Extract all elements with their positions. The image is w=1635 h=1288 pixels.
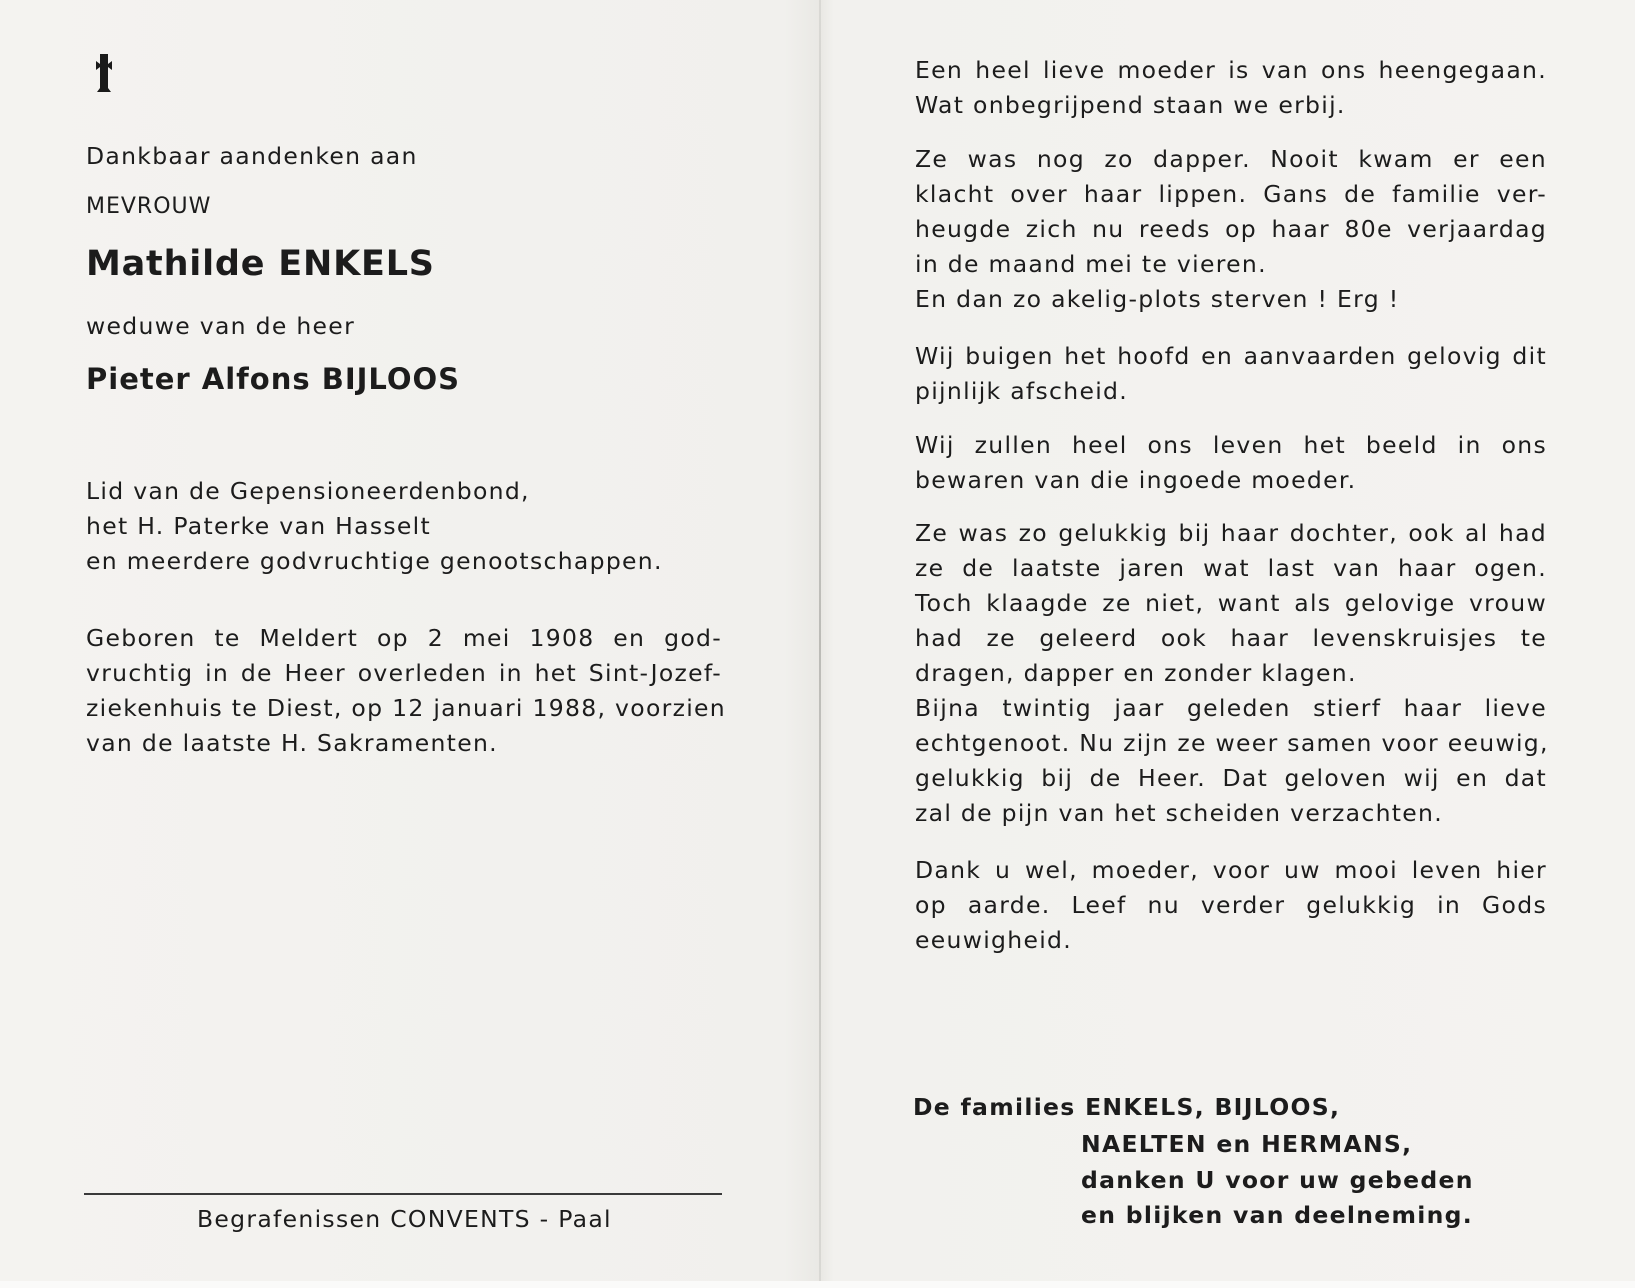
text-line: vruchtig in de Heer overleden in het Sint-Jozef- bbox=[86, 659, 722, 687]
text-line: echtgenoot. Nu zijn ze weer samen voor eeuwig, bbox=[915, 729, 1549, 757]
text-line: Wij buigen het hoofd en aanvaarden gelovig dit bbox=[915, 342, 1547, 370]
paragraph-2 bbox=[915, 142, 1547, 317]
text-line: ziekenhuis te Diest, op 12 januari 1988, voorzien bbox=[86, 694, 727, 722]
text-line: gelukkig bij de Heer. Dat geloven wij en dat bbox=[915, 764, 1547, 792]
title-mevrouw: MEVROUW bbox=[86, 194, 212, 219]
text-line: klacht over haar lippen. Gans de familie ver- bbox=[915, 180, 1547, 208]
text-line: dragen, dapper en zonder klagen. bbox=[915, 659, 1357, 687]
divider bbox=[84, 1193, 722, 1195]
deceased-name: Mathilde ENKELS bbox=[86, 244, 435, 284]
text-line: Wij zullen heel ons leven het beeld in ons bbox=[915, 431, 1547, 459]
undertaker: Begrafenissen CONVENTS - Paal bbox=[197, 1205, 612, 1233]
paragraph-3 bbox=[915, 339, 1547, 409]
membership-line: het H. Paterke van Hasselt bbox=[86, 512, 432, 540]
paragraph-6 bbox=[915, 853, 1547, 958]
paragraph-4 bbox=[915, 428, 1547, 498]
card-edge bbox=[0, 1281, 1635, 1288]
text-line: pijnlijk afscheid. bbox=[915, 377, 1129, 405]
text-line: En dan zo akelig-plots sterven ! Erg ! bbox=[915, 285, 1400, 313]
paragraph-5 bbox=[915, 516, 1547, 831]
text-line: Ze was nog zo dapper. Nooit kwam er een bbox=[915, 145, 1547, 173]
text-line: van de laatste H. Sakramenten. bbox=[86, 729, 498, 757]
birth-death-paragraph bbox=[86, 621, 727, 761]
thanks-line: De families ENKELS, BIJLOOS, bbox=[913, 1093, 1341, 1121]
text-line: ze de laatste jaren wat last van haar ogen. bbox=[915, 554, 1547, 582]
text-line: op aarde. Leef nu verder gelukkig in Gods bbox=[915, 891, 1547, 919]
card-fold bbox=[819, 0, 821, 1288]
text-line: Wat onbegrijpend staan we erbij. bbox=[915, 91, 1346, 119]
thanks-line: danken U voor uw gebeden bbox=[1081, 1166, 1474, 1194]
membership-line: Lid van de Gepensioneerdenbond, bbox=[86, 477, 530, 505]
text-line: Dank u wel, moeder, voor uw mooi leven hier bbox=[915, 856, 1547, 884]
text-line: eeuwigheid. bbox=[915, 926, 1073, 954]
paragraph-1 bbox=[915, 53, 1547, 123]
thanks-line: en blijken van deelneming. bbox=[1081, 1201, 1474, 1229]
membership-line: en meerdere godvruchtige genootschappen. bbox=[86, 547, 663, 575]
text-line: Geboren te Meldert op 2 mei 1908 en god- bbox=[86, 624, 722, 652]
text-line: bewaren van die ingoede moeder. bbox=[915, 466, 1357, 494]
text-line: Ze was zo gelukkig bij haar dochter, ook al had bbox=[915, 519, 1547, 547]
relation: weduwe van de heer bbox=[86, 312, 356, 340]
text-line: Een heel lieve moeder is van ons heengegaan. bbox=[915, 56, 1547, 84]
text-line: zal de pijn van het scheiden verzachten. bbox=[915, 799, 1444, 827]
text-line: in de maand mei te vieren. bbox=[915, 250, 1267, 278]
text-line: Bijna twintig jaar geleden stierf haar lieve bbox=[915, 694, 1547, 722]
text-line: Toch klaagde ze niet, want als gelovige vrouw bbox=[915, 589, 1547, 617]
thanks-line: NAELTEN en HERMANS, bbox=[1081, 1130, 1413, 1158]
spouse-name: Pieter Alfons BIJLOOS bbox=[86, 362, 461, 396]
cross-icon bbox=[90, 52, 118, 94]
text-line: had ze geleerd ook haar levenskruisjes te bbox=[915, 624, 1547, 652]
dedication: Dankbaar aandenken aan bbox=[86, 142, 418, 170]
text-line: heugde zich nu reeds op haar 80e verjaardag bbox=[915, 215, 1547, 243]
